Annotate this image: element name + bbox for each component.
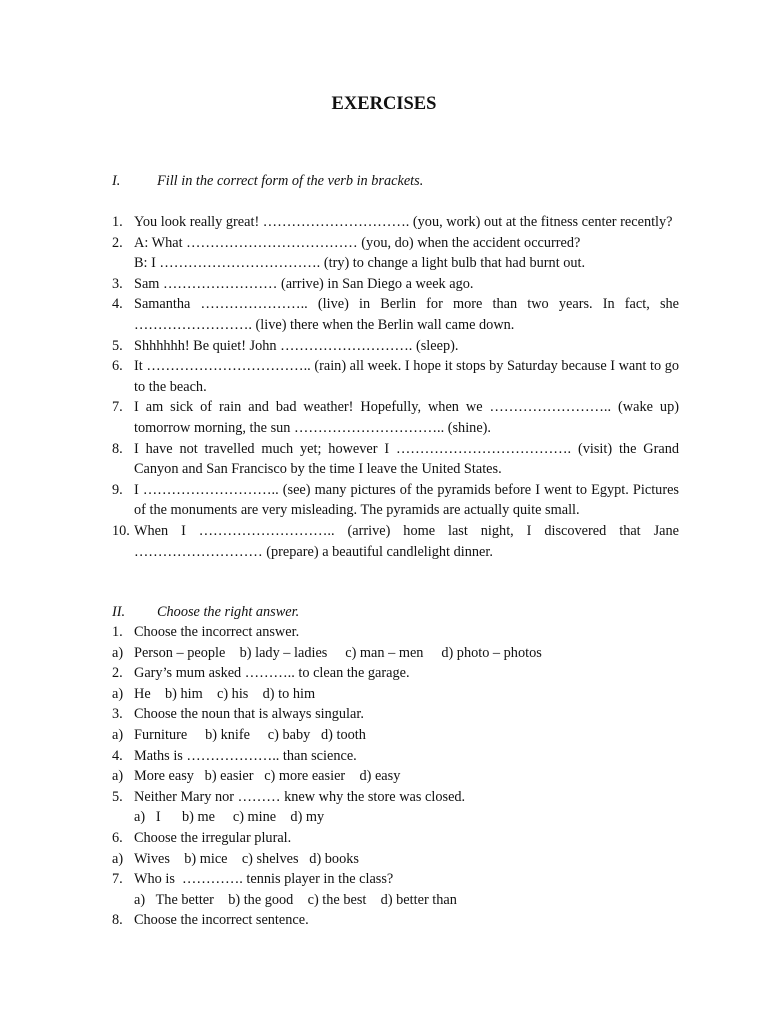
section-2-list [112,622,679,931]
answers-1: a) Person – people b) lady – ladies c) man – men d) photo – photos [112,644,542,661]
section-1-number: I. [112,173,121,189]
question-3: 3. Choose the noun that is always singular. [112,706,364,723]
section-2-instruction: Choose the right answer. [157,604,300,620]
section-1-instruction: Fill in the correct form of the verb in brackets. [157,173,424,189]
answers-4: a) More easy b) easier c) more easier d) easy [112,768,401,785]
answers-7: a) The better b) the good c) the best d) better than [134,891,457,908]
answers-3: a) Furniture b) knife c) baby d) tooth [112,726,366,743]
question-5: 5. Neither Mary nor ……… knew why the store was closed. [112,788,466,805]
section-2-heading [112,602,682,623]
section-1-list [112,212,679,562]
question-2: 2. Gary’s mum asked ……….. to clean the garage. [112,665,410,682]
answers-2: a) He b) him c) his d) to him [112,685,316,702]
exercise-item-6: 6. It …………………………….. (rain) all week. I hope it stops by Saturday because I want to go to the beach. [112,358,679,395]
exercise-item-5: 5. Shhhhhh! Be quiet! John ………………………. (sleep). [112,337,459,354]
exercise-item-10: 10. When I ……………………….. (arrive) home last night, I discovered that Jane ……………………… (prepare) a beautiful candlelight dinner. [112,522,679,560]
exercise-item-9: 9. I ……………………….. (see) many pictures of the pyramids before I went to Egypt. Pictures of the monuments are very misleading. The pyramids are actually quite small. [112,481,679,519]
exercise-item-1: 1. You look really great! …………………………. (you, work) out at the fitness center recently? [112,214,673,230]
section-1-heading [112,171,682,192]
answers-5: a) I b) me c) mine d) my [134,809,325,826]
exercise-item-2: 2. A: What ……………………………… (you, do) when the accident occurred? B: I ……………………………. (try) to change a light bulb that had burnt out. [112,234,586,272]
exercise-item-3: 3. Sam …………………… (arrive) in San Diego a week ago. [112,275,474,292]
exercise-item-7: 7. I am sick of rain and bad weather! Hopefully, when we …………………….. (wake up) tomorrow morning, the sun ………………………….. (shine). [112,399,679,436]
page-title: EXERCISES [331,94,437,114]
exercise-item-8: 8. I have not travelled much yet; however I ………………………………. (visit) the Grand Canyon and San Francisco by the time I leave the United States. [112,440,679,478]
answers-6: a) Wives b) mice c) shelves d) books [112,850,359,867]
exercise-item-4: 4. Samantha ………………….. (live) in Berlin for more than two years. In fact, she ……………………. (live) there when the Berlin wall came down. [112,296,679,333]
question-6: 6. Choose the irregular plural. [112,829,292,846]
question-8: 8. Choose the incorrect sentence. [112,912,309,929]
question-7: 7. Who is …………. tennis player in the class? [112,871,394,888]
section-2-number: II. [112,604,126,620]
question-4: 4. Maths is ……………….. than science. [112,747,357,764]
question-1: 1. Choose the incorrect answer. [112,624,300,640]
